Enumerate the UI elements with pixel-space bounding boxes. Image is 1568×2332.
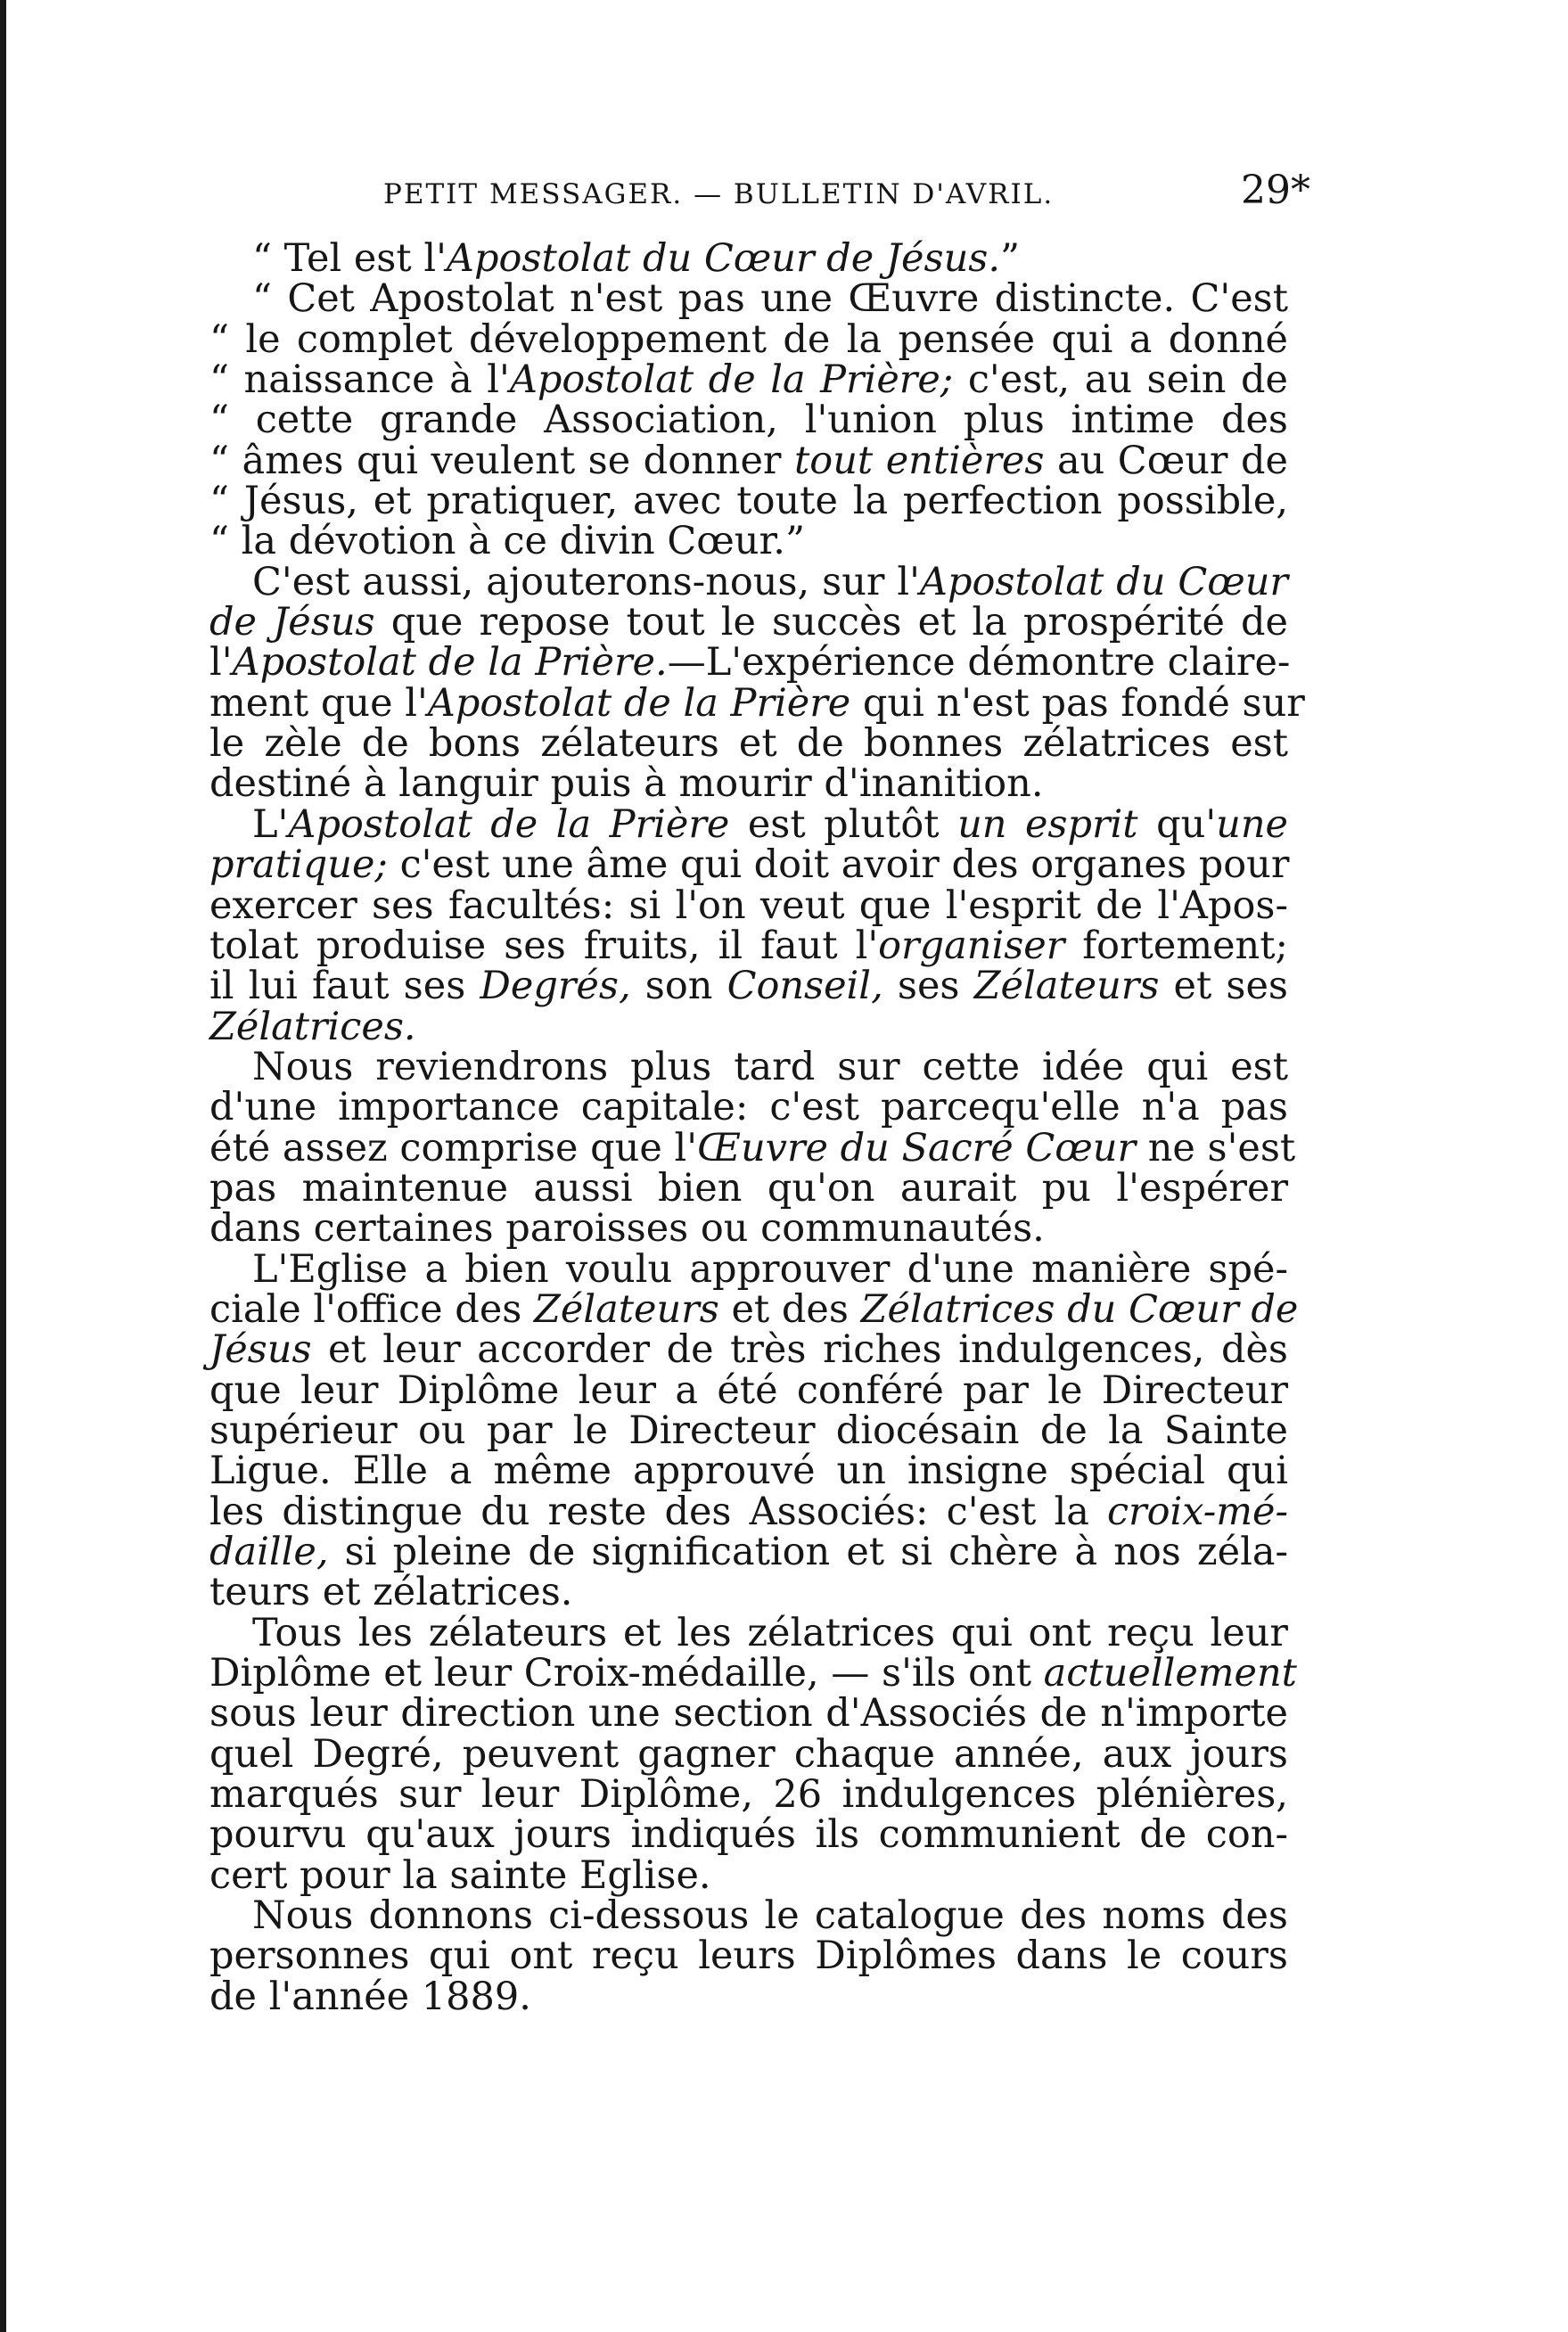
text-line: été assez comprise que l'Œuvre du Sacré Cœur ne s'est <box>209 1125 1296 1170</box>
running-title: PETIT MESSAGER. — BULLETIN D'AVRIL. <box>383 178 1055 210</box>
page-edge <box>0 0 6 2332</box>
text-line: teurs et zélatrices. <box>209 1570 573 1615</box>
text-line: “ Tel est l'Apostolat du Cœur de Jésus.” <box>252 236 1020 281</box>
text-line: sous leur direction une section d'Associés de n'importe <box>209 1691 1288 1737</box>
text-line: pratique; c'est une âme qui doit avoir des organes pour <box>209 842 1290 888</box>
text-line: supérieur ou par le Directeur diocésain de la Sainte <box>209 1408 1288 1453</box>
text-line: “ Cet Apostolat n'est pas une Œuvre distincte. C'est <box>252 276 1288 322</box>
text-line: exercer ses facultés: si l'on veut que l'esprit de l'Apos- <box>209 883 1288 928</box>
text-line: Jésus et leur accorder de très riches indulgences, dès <box>209 1327 1288 1373</box>
text-line: personnes qui ont reçu leurs Diplômes dans le cours <box>209 1934 1288 1979</box>
text-line: de l'année 1889. <box>209 1974 531 2019</box>
text-line: dans certaines paroisses ou communautés. <box>209 1206 1045 1252</box>
text-line: Nous donnons ci-dessous le catalogue des noms des <box>252 1893 1288 1939</box>
text-line: le zèle de bons zélateurs et de bonnes zélatrices est <box>209 721 1288 767</box>
page-number: 29* <box>1241 168 1310 213</box>
text-line: marqués sur leur Diplôme, 26 indulgences plénières, <box>209 1772 1288 1818</box>
text-line: ment que l'Apostolat de la Prière qui n'est pas fondé sur <box>209 680 1305 726</box>
text-line: il lui faut ses Degrés, son Conseil, ses Zélateurs et ses <box>209 964 1288 1009</box>
text-line: d'une importance capitale: c'est parcequ'elle n'a pas <box>209 1085 1288 1130</box>
text-line: Nous reviendrons plus tard sur cette idée qui est <box>252 1044 1288 1089</box>
text-line: “ âmes qui veulent se donner tout entières au Cœur de <box>209 438 1288 483</box>
text-line: les distingue du reste des Associés: c'est la croix-mé- <box>209 1489 1288 1534</box>
text-line: “ le complet développement de la pensée qui a donné <box>209 316 1288 362</box>
text-line: Zélatrices. <box>209 1004 416 1049</box>
text-line: pas maintenue aussi bien qu'on aurait pu l'espérer <box>209 1165 1288 1211</box>
text-line: cert pour la sainte Eglise. <box>209 1852 711 1898</box>
text-line: tolat produise ses fruits, il faut l'organiser fortement; <box>209 923 1289 968</box>
text-line: “ cette grande Association, l'union plus intime des <box>209 398 1288 443</box>
text-line: C'est aussi, ajouterons-nous, sur l'Apostolat du Cœur <box>252 559 1288 604</box>
text-line: que leur Diplôme leur a été conféré par le Directeur <box>209 1367 1288 1413</box>
text-line: destiné à languir puis à mourir d'inanition. <box>209 761 1044 807</box>
text-line: “ naissance à l'Apostolat de la Prière; c'est, au sein de <box>209 357 1288 403</box>
running-header <box>209 168 1310 228</box>
text-line: pourvu qu'aux jours indiqués ils communient de con- <box>209 1812 1288 1858</box>
text-line: Diplôme et leur Croix-médaille, — s'ils ont actuellement <box>209 1651 1297 1696</box>
text-line: de Jésus que repose tout le succès et la prospérité de <box>209 600 1289 645</box>
text-line: l'Apostolat de la Prière.—L'expérience démontre claire- <box>209 640 1291 686</box>
text-line: Tous les zélateurs et les zélatrices qui ont reçu leur <box>252 1610 1288 1655</box>
text-line: L'Eglise a bien voulu approuver d'une manière spé- <box>252 1246 1288 1292</box>
text-line: daille, si pleine de signification et si chère à nos zéla- <box>209 1530 1288 1574</box>
text-line: “ la dévotion à ce divin Cœur.” <box>209 519 805 564</box>
text-line: ciale l'office des Zélateurs et des Zélatrices du Cœur de <box>209 1286 1299 1332</box>
text-line: Ligue. Elle a même approuvé un insigne spécial qui <box>209 1449 1288 1494</box>
text-line: “ Jésus, et pratiquer, avec toute la perfection possible, <box>209 479 1288 524</box>
text-line: quel Degré, peuvent gagner chaque année, aux jours <box>209 1731 1288 1777</box>
text-line: L'Apostolat de la Prière est plutôt un esprit qu'une <box>252 801 1288 847</box>
body-text <box>209 236 1305 2019</box>
